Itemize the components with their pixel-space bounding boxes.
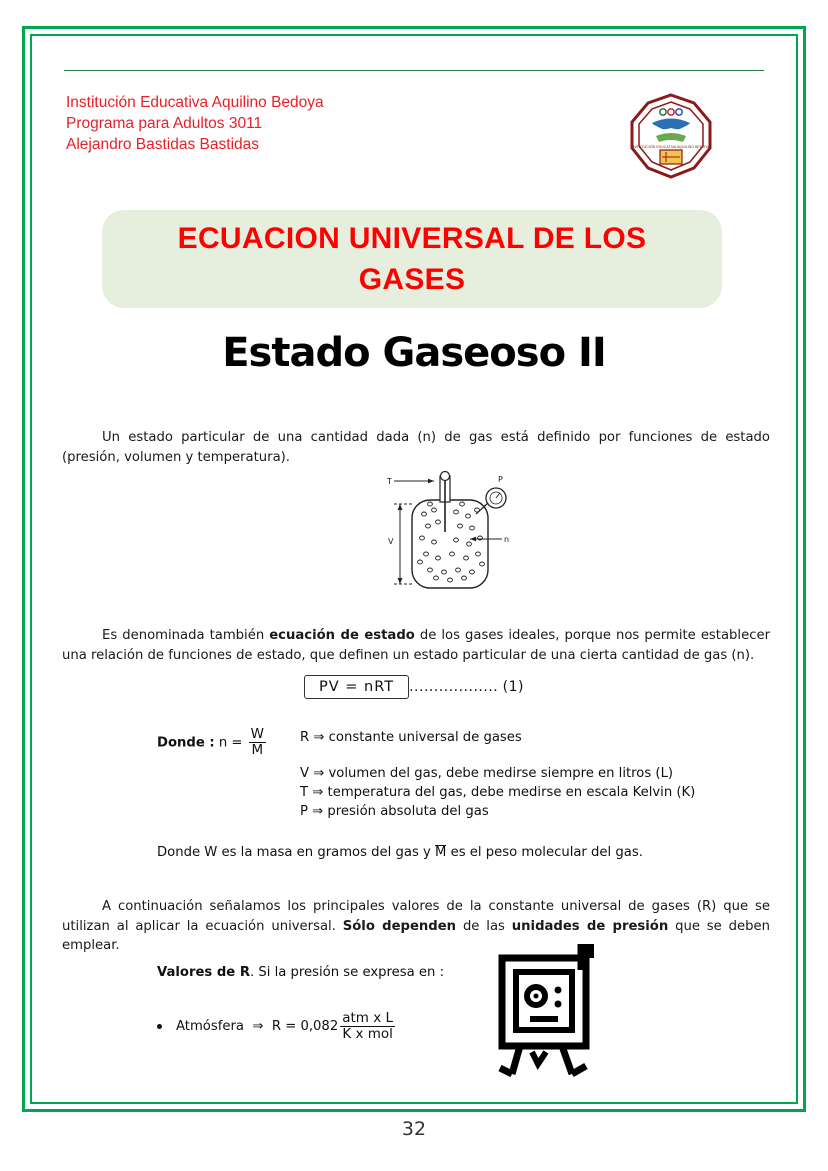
- banner-title: ECUACION UNIVERSAL DE LOS GASES: [177, 222, 647, 296]
- arrow-icon: ⇒: [252, 1019, 264, 1034]
- page-content: [52, 50, 776, 1090]
- definition-text: presión absoluta del gas: [327, 804, 489, 819]
- seal-text: INSTITUCIÓN EDUCATIVA AQUILINO BEDOYA: [632, 145, 710, 149]
- figure-label-P: P: [498, 475, 503, 484]
- equation-number: (1): [502, 679, 524, 695]
- institution-seal-logo: [622, 92, 720, 182]
- equation-box: PV = nRT: [304, 675, 409, 699]
- p2-bold: ecuación de estado: [269, 628, 415, 643]
- bullet-icon: [157, 1024, 162, 1029]
- figure-label-V: V: [388, 537, 394, 546]
- header-divider: [64, 70, 764, 71]
- bullet-unit-name: Atmósfera: [176, 1019, 245, 1034]
- p3-part3: que se deben emplear.: [62, 918, 770, 953]
- note-part2: es el peso molecular del gas.: [446, 845, 643, 860]
- fraction-numerator: W: [250, 726, 265, 742]
- definition-symbol: P: [300, 804, 308, 819]
- valores-heading: [157, 965, 444, 980]
- definition-symbol: R: [300, 730, 310, 745]
- p2-part1: Es denominada también: [102, 628, 270, 643]
- definition-V: [300, 764, 695, 783]
- definition-text: temperatura del gas, debe medirse en escala Kelvin (K): [327, 785, 696, 800]
- definition-text: constante universal de gases: [328, 730, 522, 745]
- fraction-denominator: M: [249, 742, 266, 757]
- definition-symbol: V: [300, 766, 310, 781]
- fraction-numerator: atm x L: [342, 1010, 394, 1026]
- header-line-author: Alejandro Bastidas Bastidas: [66, 136, 260, 153]
- gas-container-figure: [372, 470, 532, 605]
- definition-symbol: T: [300, 785, 309, 800]
- fraction-atm-l-k-mol: [340, 1012, 395, 1041]
- note-part1: Donde W es la masa en gramos del gas y: [157, 845, 436, 860]
- definition-text: volumen del gas, debe medirse siempre en litros (L): [328, 766, 674, 781]
- header-line-institution: Institución Educativa Aquilino Bedoya: [66, 94, 324, 111]
- p3-part2: de las: [456, 918, 512, 934]
- arrow-icon: ⇒: [313, 730, 325, 745]
- fraction-w-m: [249, 728, 266, 757]
- arrow-icon: ⇒: [312, 804, 324, 819]
- definition-T: [300, 783, 695, 802]
- p3-bold1: Sólo dependen: [342, 918, 457, 934]
- page-number: 32: [401, 1118, 427, 1140]
- p3-bold2: unidades de presión: [511, 918, 669, 934]
- paragraph-constant-values: [62, 897, 770, 956]
- header-line-program: Programa para Adultos 3011: [66, 115, 263, 132]
- note-symbol-M: M: [435, 845, 447, 860]
- arrow-icon: ⇒: [313, 766, 325, 781]
- valores-bold: Valores de R: [157, 965, 250, 980]
- fraction-denominator: K x mol: [340, 1026, 395, 1041]
- definitions-list: [300, 728, 695, 821]
- arrow-icon: ⇒: [312, 785, 324, 800]
- definition-P: [300, 802, 695, 821]
- p3-part1: A continuación señalamos los principales valores de la constante universal de gases (R) que se utilizan al aplicar la ecuación universal.: [62, 899, 770, 934]
- institution-header: [66, 92, 546, 155]
- paragraph-intro: Un estado particular de una cantidad dada (n) de gas está definido por funciones de estado (presión, volumen y temperatura).: [62, 430, 770, 465]
- equation-row: [52, 675, 776, 699]
- title-banner: [102, 210, 722, 308]
- donde-label: Donde :: [157, 735, 215, 751]
- robot-illustration: [492, 940, 622, 1085]
- bullet-value: R = 0,082: [271, 1019, 339, 1034]
- p2-part2: de los gases ideales, porque nos permite establecer una relación de funciones de estado, que definen un estado particular de una cierta cantidad de gas (n).: [62, 628, 770, 663]
- equation-dots: ..................: [409, 679, 499, 695]
- figure-label-n: n: [504, 535, 510, 544]
- donde-n-equals: n =: [218, 735, 243, 751]
- definition-R: [300, 728, 695, 747]
- valores-rest: . Si la presión se expresa en :: [249, 965, 445, 980]
- page-title: Estado Gaseoso II: [222, 330, 606, 376]
- figure-label-T: T: [387, 477, 392, 486]
- note-molar-mass: [157, 845, 643, 861]
- paragraph-state-equation: [62, 626, 770, 665]
- donde-block: [157, 728, 268, 757]
- list-item-atmosfera: [157, 1012, 397, 1041]
